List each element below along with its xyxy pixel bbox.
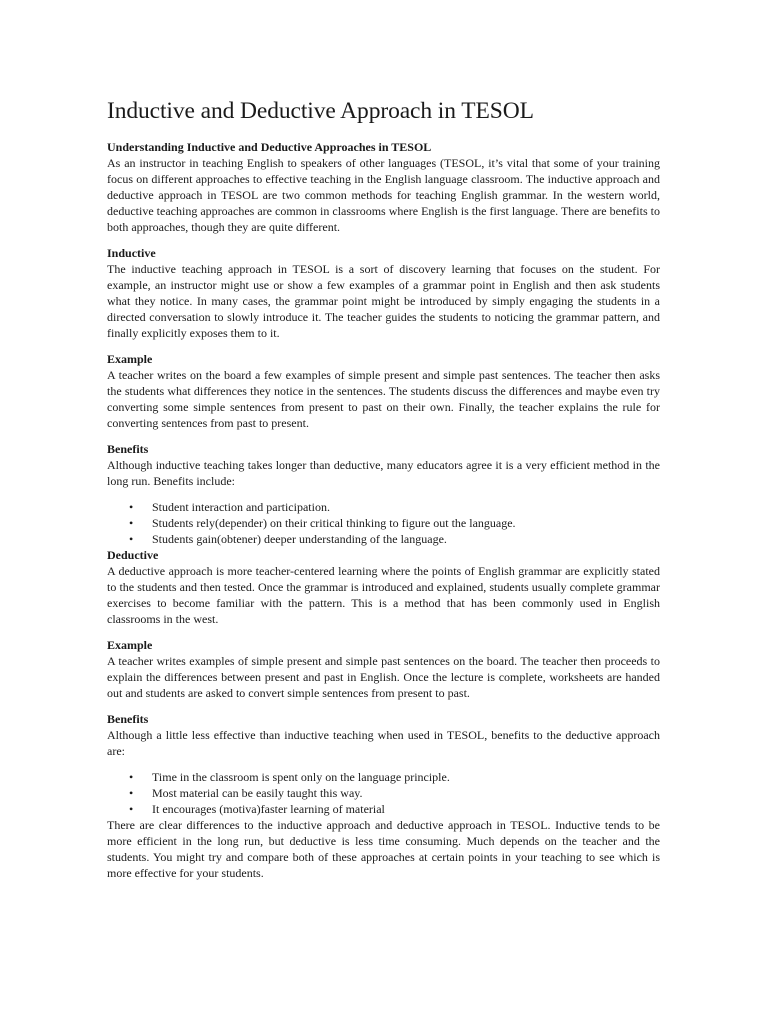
document-page: [107, 96, 660, 881]
list-item-text: Time in the classroom is spent only on the language principle.: [152, 770, 450, 784]
bullet-icon: •: [129, 500, 134, 514]
list-item-text: Students gain(obtener) deeper understanding of the language.: [152, 532, 447, 546]
deductive-paragraph: A deductive approach is more teacher-centered learning where the points of English grammar are explicitly stated to the students and then tested. Once the grammar is introduced and explained, students usually complete grammar exercises to become familiar with the pattern. This is a method that has been commonly used in English classrooms in the west.: [107, 564, 660, 626]
deductive-example-paragraph: A teacher writes examples of simple present and simple past sentences on the board. The teacher then proceeds to explain the differences between present and past in English. Once the lecture is complete, worksheets are handed out and students are asked to convert simple sentences from present to past.: [107, 654, 660, 700]
bullet-icon: •: [129, 532, 134, 546]
conclusion-paragraph: There are clear differences to the inductive approach and deductive approach in TESOL. Inductive tends to be more efficient in the long run, but deductive is less time consuming. Much depends on the teacher and the students. You might try and compare both of these approaches at certain points in your teaching to see which is more effective for your students.: [107, 818, 660, 880]
list-item: [107, 801, 660, 817]
intro-heading: Understanding Inductive and Deductive Approaches in TESOL: [107, 140, 432, 154]
bullet-icon: •: [129, 786, 134, 800]
deductive-benefits-list: [107, 769, 660, 817]
list-item: [107, 785, 660, 801]
deductive-heading: Deductive: [107, 548, 159, 562]
intro-paragraph: As an instructor in teaching English to speakers of other languages (TESOL, it’s vital that some of your training focus on different approaches to effective teaching in the English language classroom. The inductive approach and deductive approach in TESOL are two common methods for teaching English grammar. In the western world, deductive teaching approaches are common in classrooms where English is the first language. There are benefits to both approaches, though they are quite different.: [107, 156, 660, 234]
deductive-example-heading: Example: [107, 638, 153, 652]
bullet-icon: •: [129, 770, 134, 784]
inductive-heading: Inductive: [107, 246, 156, 260]
inductive-paragraph: The inductive teaching approach in TESOL is a sort of discovery learning that focuses on the student. For example, an instructor might use or show a few examples of a grammar point in English and then ask students what they notice. In many cases, the grammar point might be introduced by simply engaging the students in a directed conversation to slowly introduce it. The teacher guides the students to noticing the grammar pattern, and finally explicitly exposes them to it.: [107, 262, 660, 340]
inductive-example-paragraph: A teacher writes on the board a few examples of simple present and simple past sentences. The teacher then asks the students what differences they notice in the sentences. The students discuss the differences and maybe even try converting some simple sentences from present to past on their own. Finally, the teacher explains the rule for converting sentences from past to present.: [107, 368, 660, 430]
deductive-benefits-heading: Benefits: [107, 712, 149, 726]
list-item-text: Students rely(depender) on their critical thinking to figure out the language.: [152, 516, 516, 530]
page-title: Inductive and Deductive Approach in TESOL: [107, 98, 534, 124]
inductive-benefits-heading: Benefits: [107, 442, 149, 456]
list-item: [107, 531, 660, 547]
inductive-example-heading: Example: [107, 352, 153, 366]
bullet-icon: •: [129, 802, 134, 816]
inductive-benefits-list: [107, 499, 660, 547]
list-item: [107, 769, 660, 785]
list-item-text: Student interaction and participation.: [152, 500, 330, 514]
list-item-text: It encourages (motiva)faster learning of material: [152, 802, 385, 816]
inductive-benefits-paragraph: Although inductive teaching takes longer than deductive, many educators agree it is a very efficient method in the long run. Benefits include:: [107, 458, 660, 488]
deductive-benefits-paragraph: Although a little less effective than inductive teaching when used in TESOL, benefits to the deductive approach are:: [107, 728, 660, 758]
list-item: [107, 515, 660, 531]
bullet-icon: •: [129, 516, 134, 530]
list-item: [107, 499, 660, 515]
list-item-text: Most material can be easily taught this way.: [152, 786, 363, 800]
